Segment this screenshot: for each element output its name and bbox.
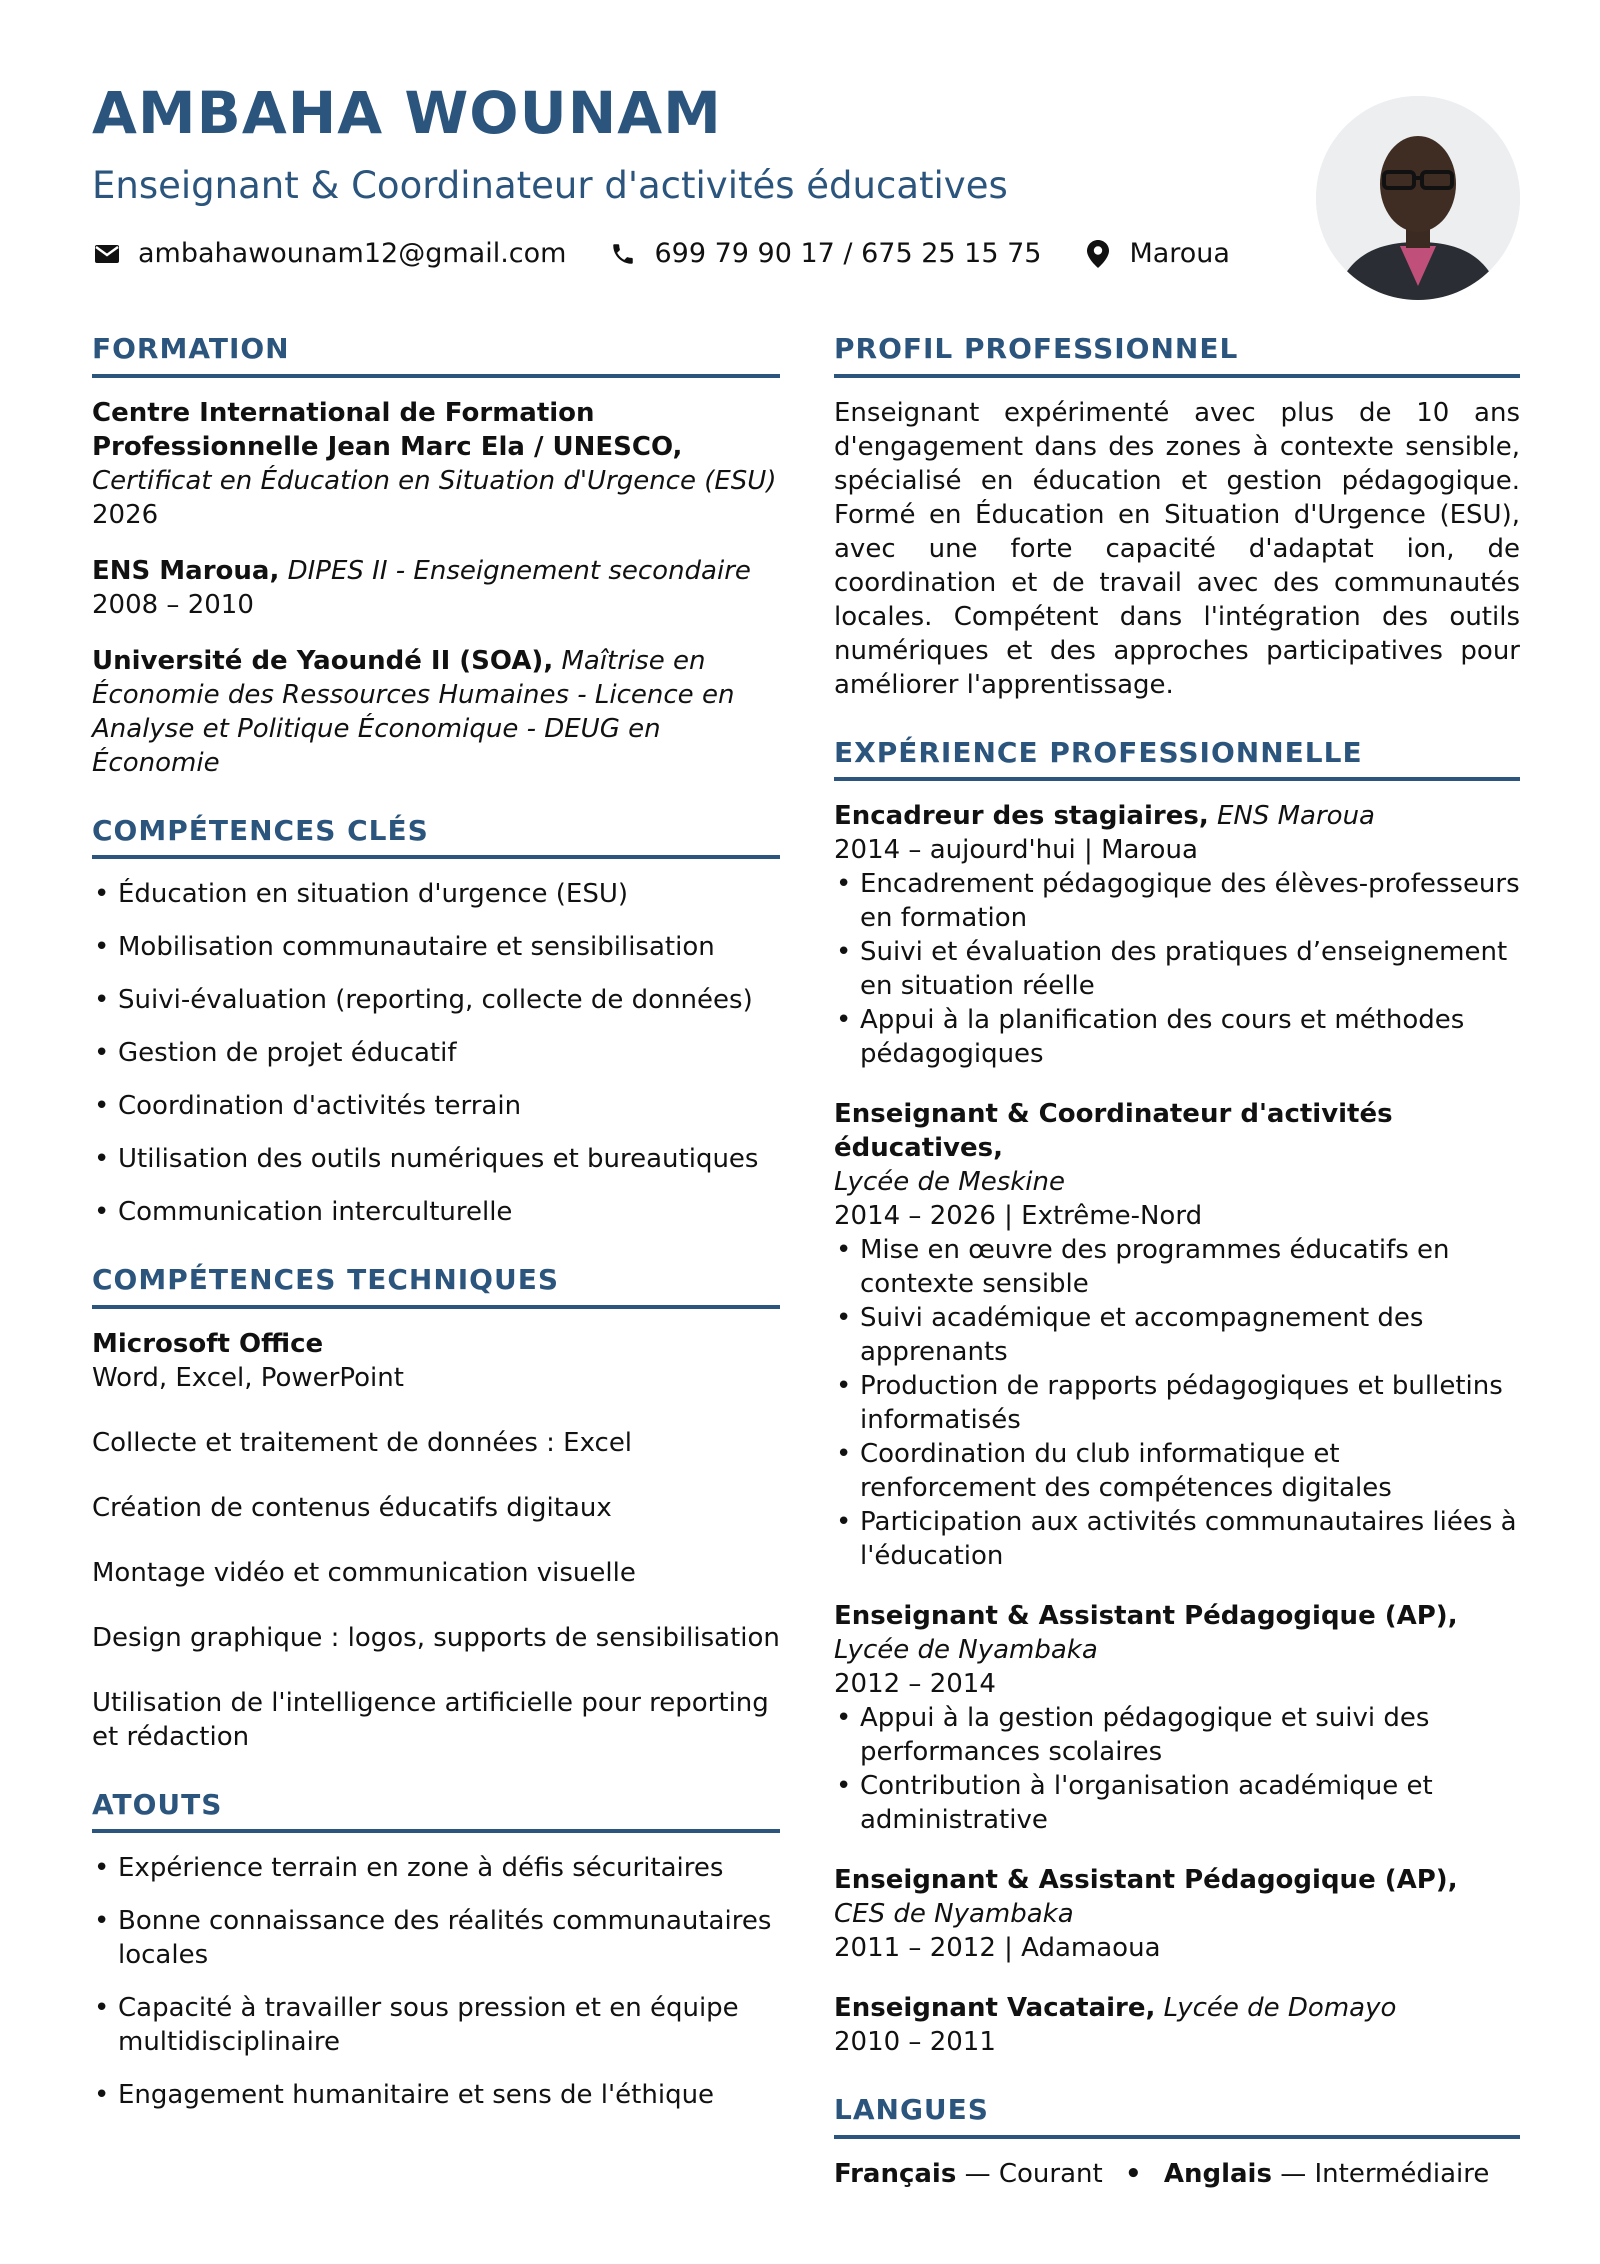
list-item: • Utilisation des outils numériques et bureautiques xyxy=(92,1142,780,1176)
contact-bar xyxy=(92,238,1272,269)
left-column xyxy=(92,332,780,2146)
section-title-strengths: ATOUTS xyxy=(92,1788,780,1834)
list-item: • Communication interculturelle xyxy=(92,1195,780,1229)
job-role: Enseignant & Coordinateur d'activités éducatives, xyxy=(834,1099,1393,1164)
section-title-profile: PROFIL PROFESSIONNEL xyxy=(834,332,1520,378)
tech-item: Design graphique : logos, supports de sensibilisation xyxy=(92,1622,780,1653)
job-meta: 2010 – 2011 xyxy=(834,2027,996,2058)
language-dash: — xyxy=(964,2158,999,2189)
job-role: Enseignant & Assistant Pédagogique (AP), xyxy=(834,1601,1458,1632)
languages-line xyxy=(834,2157,1520,2191)
languages-section xyxy=(834,2093,1520,2191)
language-separator: • xyxy=(1124,2158,1142,2189)
contact-location xyxy=(1083,238,1230,269)
formation-date: 2026 xyxy=(92,499,159,530)
profile-photo xyxy=(1316,96,1520,300)
list-item: • Suivi et évaluation des pratiques d’enseignement en situation réelle xyxy=(834,935,1520,1003)
job-org: CES de Nyambaka xyxy=(834,1899,1074,1930)
list-item: • Encadrement pédagogique des élèves-professeurs en formation xyxy=(834,867,1520,935)
key-skills-section xyxy=(92,814,780,1230)
profile-section xyxy=(834,332,1520,702)
contact-phone[interactable] xyxy=(608,238,1041,269)
section-title-tech-skills: COMPÉTENCES TECHNIQUES xyxy=(92,1263,780,1309)
language-level: Intermédiaire xyxy=(1314,2158,1490,2189)
job-role: Encadreur des stagiaires, xyxy=(834,801,1209,832)
strengths-list xyxy=(92,1851,780,2112)
list-item: • Mise en œuvre des programmes éducatifs en contexte sensible xyxy=(834,1233,1520,1301)
job-bullets xyxy=(834,1233,1520,1573)
list-item: • Participation aux activités communautaires liées à l'éducation xyxy=(834,1505,1520,1573)
experience-section xyxy=(834,736,1520,2060)
list-item: • Appui à la planification des cours et méthodes pédagogiques xyxy=(834,1003,1520,1071)
tech-item: Création de contenus éducatifs digitaux xyxy=(92,1492,612,1523)
job-entry xyxy=(834,1991,1520,2059)
formation-entry xyxy=(92,644,780,780)
map-pin-icon xyxy=(1083,239,1113,269)
right-column xyxy=(834,332,1520,2225)
list-item: • Expérience terrain en zone à défis sécuritaires xyxy=(92,1851,780,1885)
tech-skills-section xyxy=(92,1263,780,1754)
list-item: • Suivi-évaluation (reporting, collecte de données) xyxy=(92,983,780,1017)
job-meta: 2011 – 2012 | Adamaoua xyxy=(834,1933,1161,1964)
candidate-headline: Enseignant & Coordinateur d'activités éducatives xyxy=(92,164,1008,207)
list-item: • Coordination d'activités terrain xyxy=(92,1089,780,1123)
list-item: • Appui à la gestion pédagogique et suivi des performances scolaires xyxy=(834,1701,1520,1769)
job-meta: 2014 – 2026 | Extrême-Nord xyxy=(834,1201,1203,1232)
language-name: Français xyxy=(834,2158,957,2189)
list-item: • Gestion de projet éducatif xyxy=(92,1036,780,1070)
job-bullets xyxy=(834,867,1520,1071)
list-item: • Capacité à travailler sous pression et en équipe multidisciplinaire xyxy=(92,1991,780,2059)
location-text: Maroua xyxy=(1129,238,1230,269)
formation-degree: Maîtrise en Économie des Ressources Humaines - Licence en Analyse et Politique Économique - DEUG en Économie xyxy=(92,645,735,778)
formation-entry xyxy=(92,554,780,622)
list-item: • Coordination du club informatique et renforcement des compétences digitales xyxy=(834,1437,1520,1505)
envelope-icon xyxy=(92,239,122,269)
profile-summary: Enseignant expérimenté avec plus de 10 ans d'engagement dans des zones à contexte sensible, spécialisé en éducation et gestion pédagogique. Formé en Éducation en Situation d'Urgence (ESU), avec une forte capacité d'adaptat ion, de coordination et de travail avec des communautés locales. Compétent dans l'intégration des outils numériques et des approches participatives pour améliorer l'apprentissage. xyxy=(834,397,1520,700)
formation-degree: DIPES II - Enseignement secondaire xyxy=(287,555,751,586)
language-level: Courant xyxy=(998,2158,1103,2189)
job-meta: 2014 – aujourd'hui | Maroua xyxy=(834,835,1198,866)
section-title-experience: EXPÉRIENCE PROFESSIONNELLE xyxy=(834,736,1520,782)
tech-skills-list xyxy=(92,1327,780,1754)
list-item: • Bonne connaissance des réalités communautaires locales xyxy=(92,1904,780,1972)
tech-item: Collecte et traitement de données : Excel xyxy=(92,1427,633,1458)
list-item: • Engagement humanitaire et sens de l'éthique xyxy=(92,2078,780,2112)
job-entry xyxy=(834,1097,1520,1573)
section-title-formation: FORMATION xyxy=(92,332,780,378)
job-org: Lycée de Nyambaka xyxy=(834,1635,1098,1666)
tech-item xyxy=(92,1327,780,1395)
formation-school: Université de Yaoundé II (SOA), xyxy=(92,645,554,676)
email-text: ambahawounam12@gmail.com xyxy=(138,238,567,269)
list-item: • Éducation en situation d'urgence (ESU) xyxy=(92,877,780,911)
tech-item-title: Microsoft Office xyxy=(92,1328,324,1359)
contact-email[interactable] xyxy=(92,238,566,269)
section-title-key-skills: COMPÉTENCES CLÉS xyxy=(92,814,780,860)
formation-school: ENS Maroua, xyxy=(92,555,280,586)
job-role: Enseignant Vacataire, xyxy=(834,1993,1156,2024)
list-item: • Contribution à l'organisation académique et administrative xyxy=(834,1769,1520,1837)
formation-entry xyxy=(92,396,780,532)
list-item: • Mobilisation communautaire et sensibilisation xyxy=(92,930,780,964)
job-org: Lycée de Domayo xyxy=(1163,1993,1397,2024)
formation-degree: Certificat en Éducation en Situation d'Urgence (ESU) xyxy=(92,465,777,496)
phone-text: 699 79 90 17 / 675 25 15 75 xyxy=(654,238,1042,269)
tech-item-detail: Word, Excel, PowerPoint xyxy=(92,1362,404,1393)
key-skills-list xyxy=(92,877,780,1229)
formation-date: 2008 – 2010 xyxy=(92,589,254,620)
job-role: Enseignant & Assistant Pédagogique (AP), xyxy=(834,1865,1458,1896)
tech-item: Utilisation de l'intelligence artificielle pour reporting et rédaction xyxy=(92,1687,769,1752)
language-name: Anglais xyxy=(1163,2158,1272,2189)
formation-section xyxy=(92,332,780,780)
list-item: • Production de rapports pédagogiques et bulletins informatisés xyxy=(834,1369,1520,1437)
formation-school: Centre International de Formation Professionnelle Jean Marc Ela / UNESCO, xyxy=(92,397,683,462)
job-entry xyxy=(834,1599,1520,1837)
job-entry xyxy=(834,799,1520,1071)
list-item: • Suivi académique et accompagnement des apprenants xyxy=(834,1301,1520,1369)
strengths-section xyxy=(92,1788,780,2113)
job-bullets xyxy=(834,1701,1520,1837)
phone-icon xyxy=(608,239,638,269)
candidate-name: AMBAHA WOUNAM xyxy=(92,79,722,147)
job-org: ENS Maroua xyxy=(1216,801,1375,832)
job-entry xyxy=(834,1863,1520,1965)
job-meta: 2012 – 2014 xyxy=(834,1669,996,1700)
section-title-languages: LANGUES xyxy=(834,2093,1520,2139)
tech-item: Montage vidéo et communication visuelle xyxy=(92,1557,636,1588)
language-dash: — xyxy=(1280,2158,1315,2189)
job-org: Lycée de Meskine xyxy=(834,1167,1065,1198)
